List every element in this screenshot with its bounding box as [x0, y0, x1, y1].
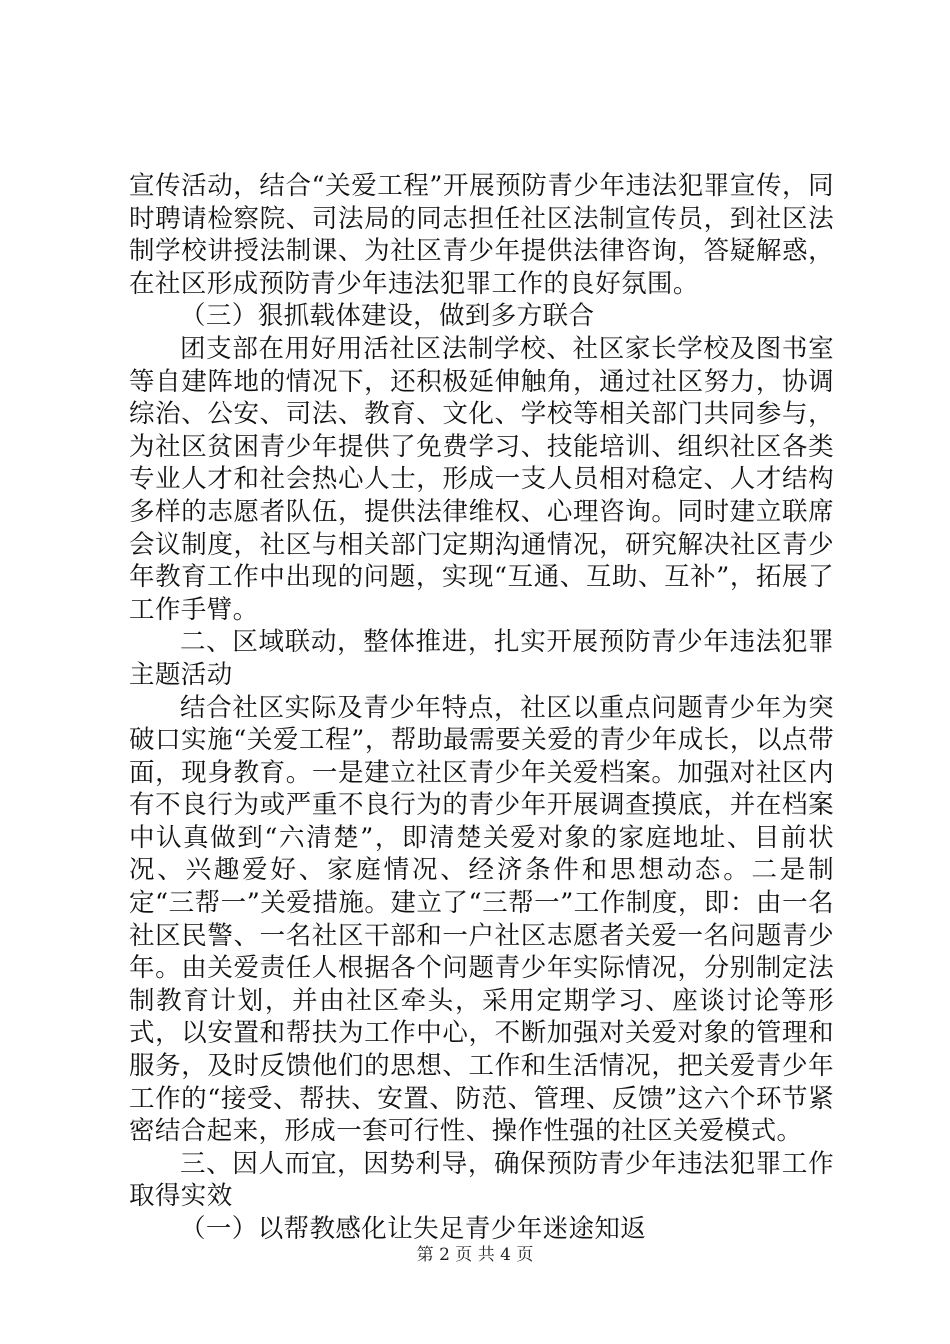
section-heading-three: （三）狠抓载体建设，做到多方联合	[180, 301, 595, 332]
paragraph-youth-league: 团支部在用好用活社区法制学校、社区家长学校及图书室等自建阵地的情况下，还积极延伸触角，通过社区努力，协调综治、公安、司法、教育、文化、学校等相关部门共同参与，为社区贫困青少年提供了免费学习、技能培训、组织社区各类专业人才和社会热心人士，形成一支人员相对稳定、人才结构多样的志愿者队伍，提供法律维权、心理咨询。同时建立联席会议制度，社区与相关部门定期沟通情况，研究解决社区青少年教育工作中出现的问题，实现“互通、互助、互补”，拓展了工作手臂。	[129, 333, 834, 625]
section-heading-regional-linkage: 二、区域联动，整体推进，扎实开展预防青少年违法犯罪主题活动	[129, 627, 834, 690]
section-heading-tailored-measures: 三、因人而宜，因势利导，确保预防青少年违法犯罪工作取得实效	[129, 1148, 834, 1212]
paragraph-care-project: 结合社区实际及青少年特点，社区以重点问题青少年为突破口实施“关爱工程”，帮助最需要关爱的青少年成长，以点带面，现身教育。一是建立社区青少年关爱档案。加强对社区内有不良行为或严重不良行为的青少年开展调查摸底，并在档案中认真做到“六清楚”，即清楚关爱对象的家庭地址、目前状况、兴趣爱好、家庭情况、经济条件和思想动态。二是制定“三帮一”关爱措施。建立了“三帮一”工作制度，即：由一名社区民警、一名社区干部和一户社区志愿者关爱一名问题青少年。由关爱责任人根据各个问题青少年实际情况，分别制定法制教育计划，并由社区牵头，采用定期学习、座谈讨论等形式，以安置和帮扶为工作中心，不断加强对关爱对象的管理和服务，及时反馈他们的思想、工作和生活情况，把关爱青少年工作的“接受、帮扶、安置、防范、管理、反馈”这六个环节紧密结合起来，形成一套可行性、操作性强的社区关爱模式。	[129, 692, 834, 1147]
subsection-heading-one: （一）以帮教感化让失足青少年迷途知返	[180, 1214, 647, 1244]
document-body	[129, 170, 834, 1246]
page-number-footer: 第 2 页 共 4 页	[416, 1245, 534, 1265]
paragraph-continuation: 宣传活动，结合“关爱工程”开展预防青少年违法犯罪宣传，同时聘请检察院、司法局的同志担任社区法制宣传员，到社区法制学校讲授法制课、为社区青少年提供法律咨询，答疑解惑，在社区形成预防青少年违法犯罪工作的良好氛围。	[129, 171, 834, 299]
